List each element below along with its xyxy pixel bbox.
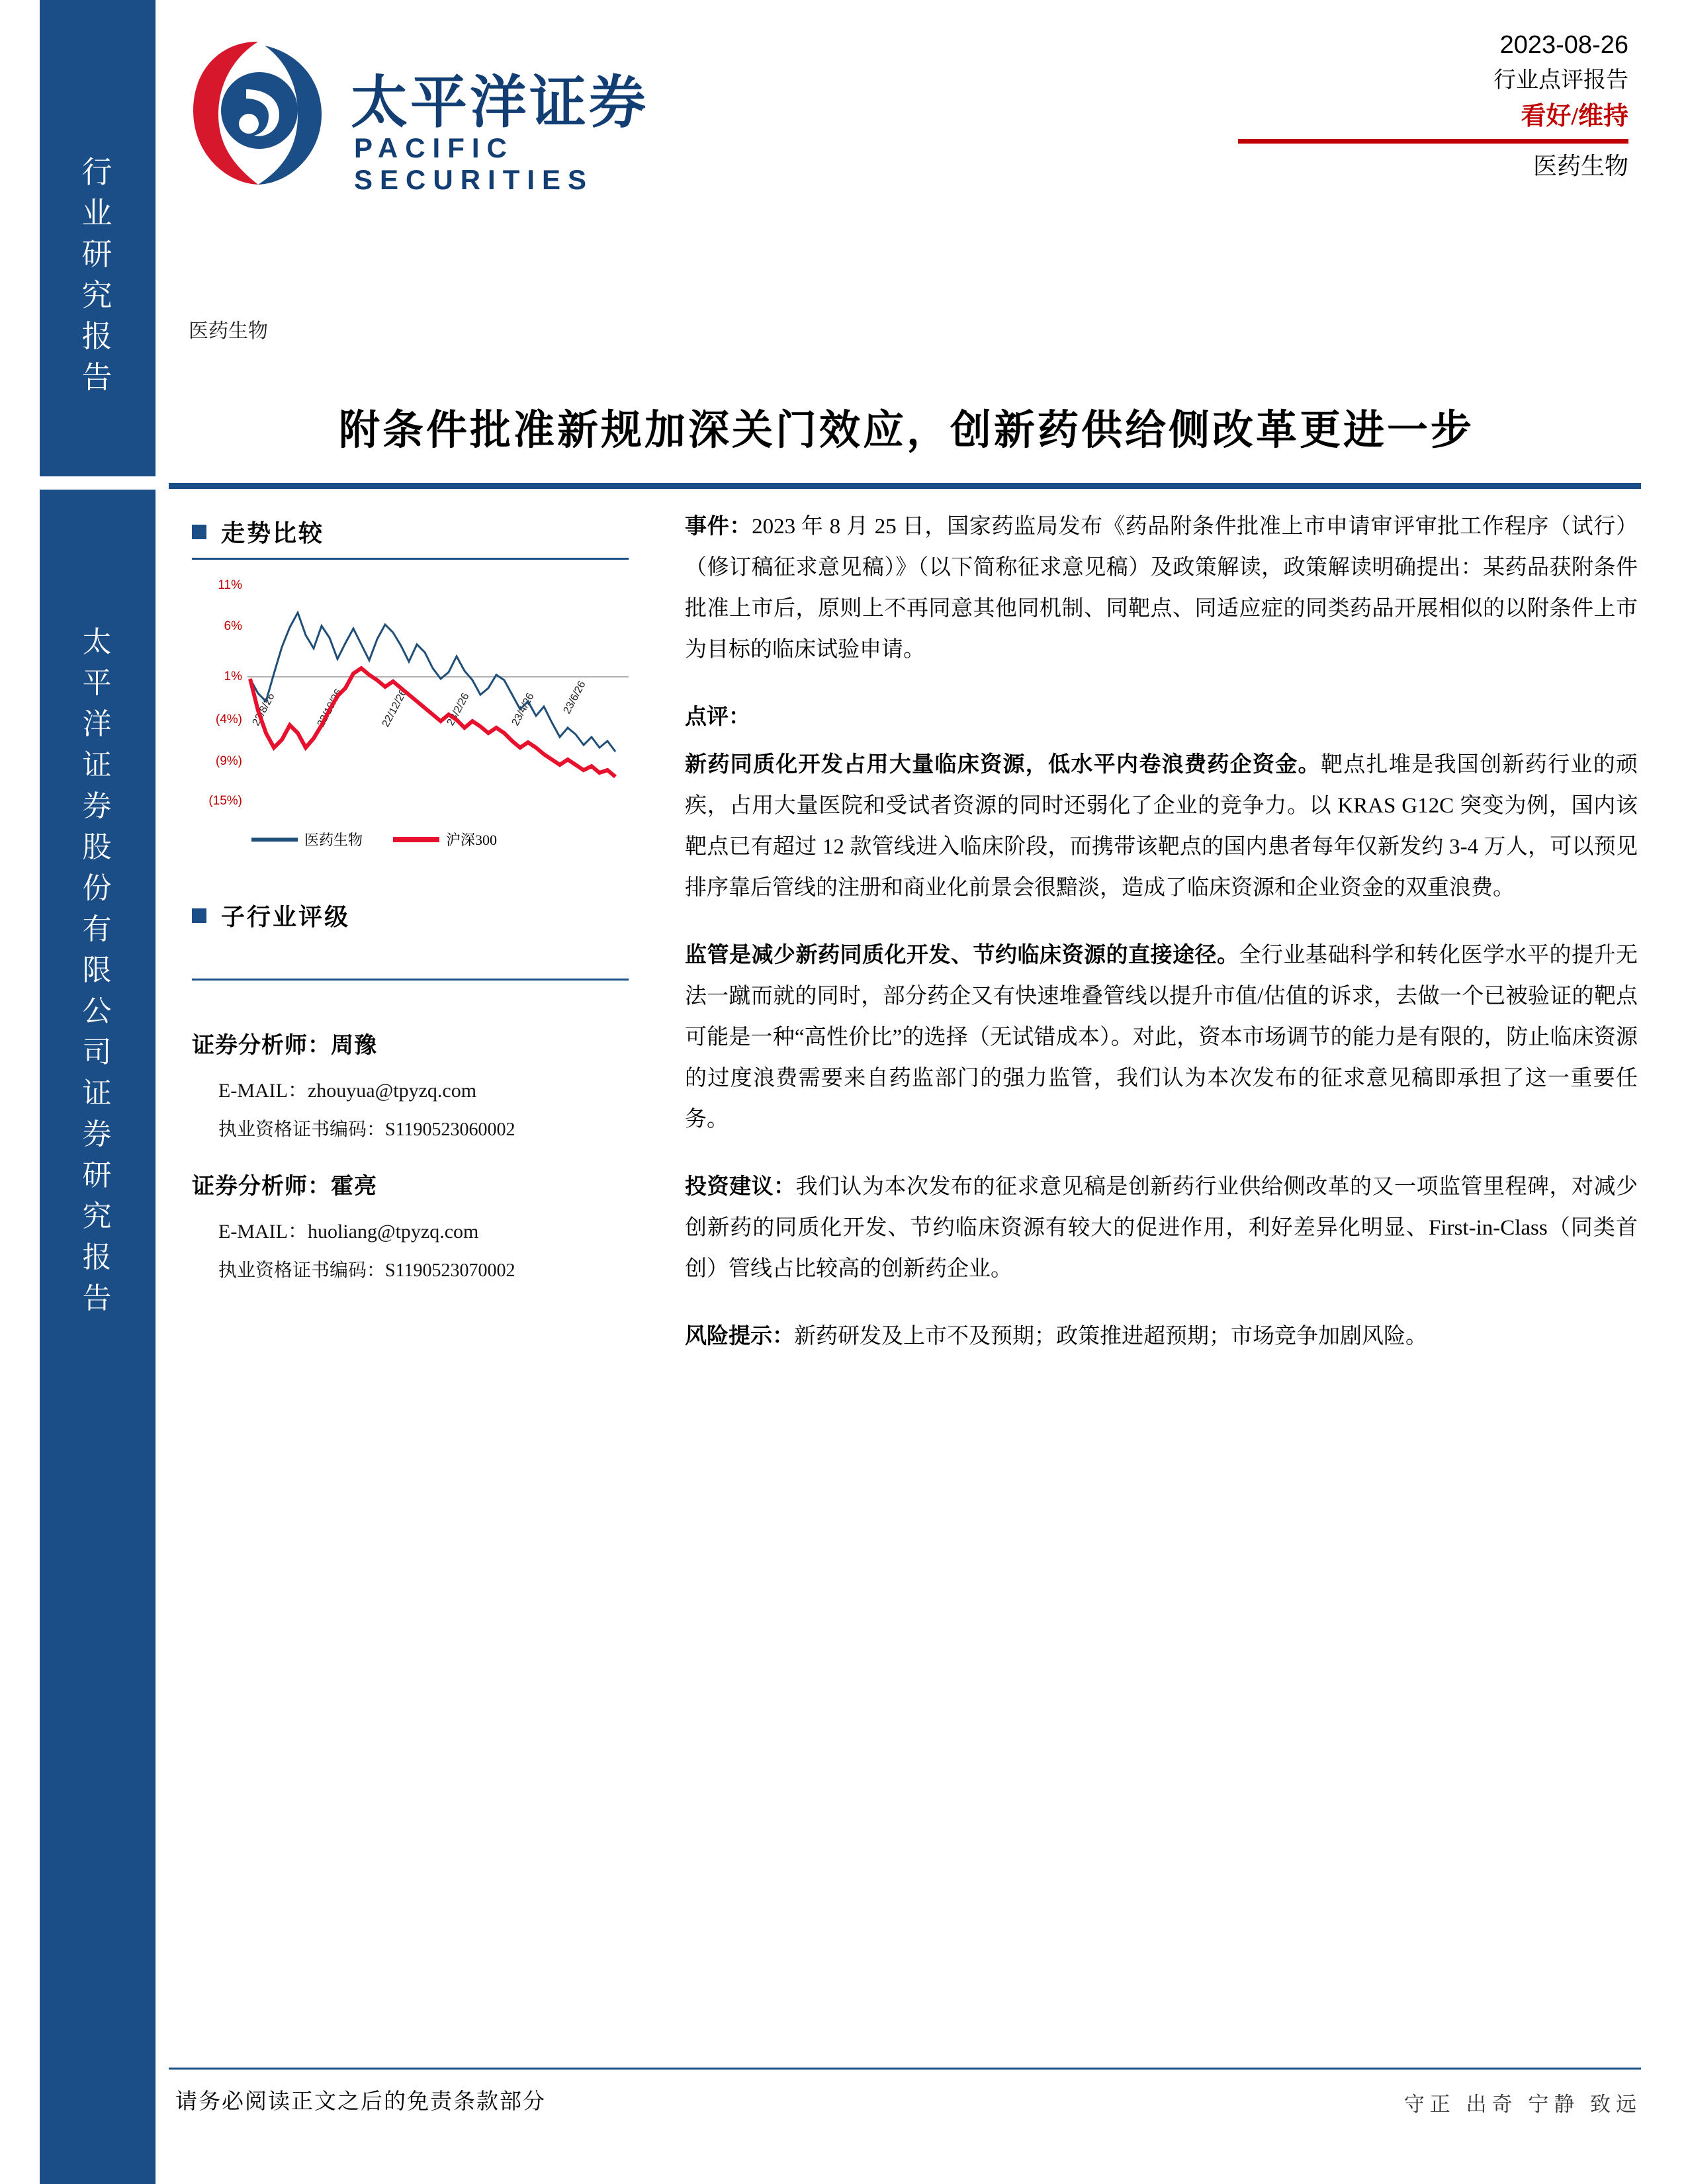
sub-industry-label: 医药生物 (189, 320, 268, 342)
left-column (169, 503, 658, 1294)
sidebar-top-ch: 究 (81, 279, 114, 312)
square-bullet-icon (192, 908, 206, 923)
sidebar-bottom-label: 太 平 洋 证 券 股 份 有 限 公 司 证 券 研 究 报 告 (82, 626, 113, 1315)
svg-text:(4%): (4%) (215, 713, 242, 726)
section-subindustry-divider (192, 979, 629, 981)
header-meta (1218, 28, 1628, 185)
rating-divider (1238, 139, 1628, 144)
document-header (155, 0, 1648, 278)
paragraph-lead: 点评： (685, 705, 750, 729)
analyst-cert: 执业资格证书编码：S1190523060002 (218, 1119, 515, 1140)
svg-text:23/6/26: 23/6/26 (561, 679, 588, 716)
legend-item-1 (393, 829, 497, 850)
section-subindustry-label: 子行业评级 (221, 904, 351, 930)
report-date: 2023-08-26 (1499, 31, 1628, 59)
pacific-logo-icon (185, 36, 331, 189)
paragraph-lead: 风险提示： (685, 1325, 794, 1348)
title-divider (169, 483, 1641, 489)
legend-label: 沪深300 (446, 832, 498, 848)
footer-disclaimer: 请务必阅读正文之后的免责条款部分 (175, 2090, 546, 2114)
svg-text:22/12/26: 22/12/26 (380, 687, 410, 729)
paragraph-text: 2023 年 8 月 25 日，国家药监局发布《药品附条件批准上市申请审评审批工作程序（试行）（修订稿征求意见稿）》（以下简称征求意见稿）及政策解读，政策解读明确提出：某药品获附条件批准上市后，原则上不再同意其他同机制、同靶点、同适应症的同类药品开展相似的以附条件上市为目标的临床试验申请。 (685, 515, 1638, 662)
paragraph-text: 全行业基础科学和转化医学水平的提升无法一蹴而就的同时，部分药企又有快速堆叠管线以提升市值/估值的诉求，去做一个已被验证的靶点可能是一种“高性价比”的选择（无试错成本）。对此，资本市场调节的能力是有限的，防止临床资源的过度浪费需要来自药监部门的强力监管，我们认为本次发布的征求意见稿即承担了这一重要任务。 (685, 943, 1638, 1131)
section-trend-label: 走势比较 (221, 520, 325, 546)
svg-text:1%: 1% (224, 670, 242, 683)
sidebar-top-ch: 业 (81, 197, 114, 230)
legend-swatch-icon (251, 838, 298, 842)
analyst-name: 证券分析师：周豫 (192, 1033, 377, 1058)
analyst-email[interactable]: E-MAIL：zhouyua@tpyzq.com (218, 1080, 477, 1102)
sidebar-top-ch: 行 (81, 155, 114, 189)
analyst-cert: 执业资格证书编码：S1190523070002 (218, 1260, 515, 1281)
rating-badge: 看好/维持 (1521, 103, 1628, 130)
svg-text:23/2/26: 23/2/26 (445, 691, 472, 728)
industry-label: 医药生物 (1533, 153, 1628, 179)
paragraph-text: 新药研发及上市不及预期；政策推进超预期；市场竞争加剧风险。 (794, 1325, 1427, 1348)
sidebar-top-ch: 告 (81, 361, 114, 394)
left-sidebar (40, 0, 155, 2184)
logo-text-en: PACIFIC SECURITIES (354, 132, 594, 195)
paragraph-lead: 投资建议： (685, 1175, 796, 1199)
analyst-block-1 (192, 1168, 658, 1282)
paragraph-investment-advice (685, 1166, 1638, 1289)
footer-divider (169, 2068, 1641, 2070)
legend-swatch-icon (393, 837, 439, 842)
paragraph-lead: 监管是减少新药同质化开发、节约临床资源的直接途径。 (685, 943, 1239, 967)
square-bullet-icon (192, 525, 206, 539)
paragraph-comment-head (685, 697, 1638, 738)
paragraph-risk (685, 1316, 1638, 1357)
sidebar-top-ch: 报 (81, 320, 114, 353)
svg-text:23/4/26: 23/4/26 (510, 691, 537, 728)
report-type: 行业点评报告 (1493, 68, 1628, 93)
svg-text:6%: 6% (224, 619, 242, 633)
svg-text:22/10/26: 22/10/26 (315, 687, 345, 729)
sidebar-top-label (40, 152, 155, 398)
analyst-email[interactable]: E-MAIL：huoliang@tpyzq.com (218, 1221, 479, 1243)
trend-chart-svg (192, 574, 642, 859)
paragraph-event (685, 506, 1638, 670)
svg-text:(15%): (15%) (208, 794, 242, 808)
svg-text:22/8/26: 22/8/26 (250, 691, 277, 728)
footer-slogan: 守正 出奇 宁静 致远 (1403, 2093, 1642, 2116)
brand-logo (185, 36, 728, 195)
sidebar-top-ch: 研 (81, 238, 114, 271)
analyst-name: 证券分析师：霍亮 (192, 1174, 377, 1199)
legend-item-0 (251, 829, 363, 850)
report-body (685, 506, 1638, 1383)
paragraph-lead: 新药同质化开发占用大量临床资源，低水平内卷浪费药企资金。 (685, 753, 1321, 777)
paragraph-homogeneous-dev (685, 744, 1638, 908)
svg-text:11%: 11% (218, 578, 242, 592)
section-trend-divider (192, 558, 629, 560)
legend-label: 医药生物 (304, 832, 363, 848)
paragraph-text: 我们认为本次发布的征求意见稿是创新药行业供给侧改革的又一项监管里程碑，对减少创新药的同质化开发、节约临床资源有较大的促进作用，利好差异化明显、First-in-Class（同类首创）管线占比较高的创新药企业。 (685, 1175, 1638, 1281)
trend-chart (192, 574, 642, 859)
paragraph-regulation (685, 935, 1638, 1140)
page-title: 附条件批准新规加深关门效应，创新药供给侧改革更进一步 (338, 408, 1474, 453)
section-trend-header (192, 515, 658, 548)
analyst-block-0 (192, 1027, 658, 1141)
paragraph-lead: 事件： (685, 515, 752, 539)
chart-legend (251, 829, 497, 850)
section-subindustry-header (192, 898, 658, 932)
svg-text:(9%): (9%) (215, 754, 242, 768)
logo-text-cn: 太平洋证券 (351, 71, 648, 134)
paragraph-text: 靶点扎堆是我国创新药行业的顽疾，占用大量医院和受试者资源的同时还弱化了企业的竞争力。以 KRAS G12C 突变为例，国内该靶点已有超过 12 款管线进入临床阶段，而携带该靶点的国内患者每年仅新发约 3-4 万人，可以预见排序靠后管线的注册和商业化前景会很黯淡，造成了临床资源和企业资金的双重浪费。 (685, 753, 1638, 900)
